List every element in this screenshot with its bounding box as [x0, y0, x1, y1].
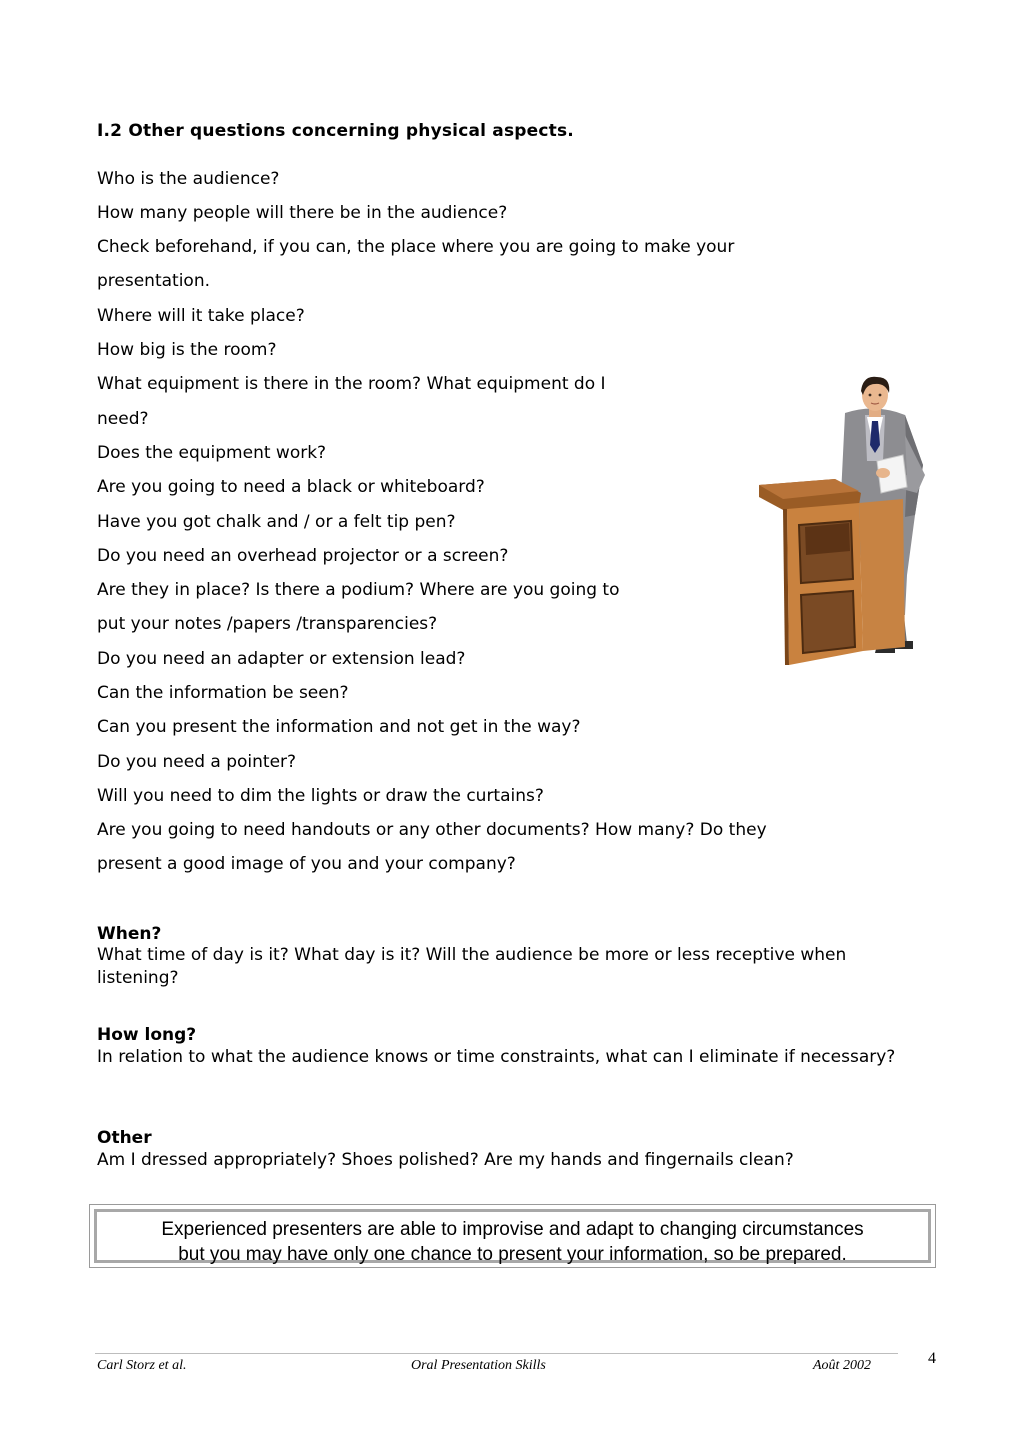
question-line: present a good image of you and your company?: [97, 854, 516, 874]
when-heading: When?: [97, 924, 162, 944]
question-line: Are they in place? Is there a podium? Where are you going to: [97, 580, 620, 600]
question-line: Do you need an overhead projector or a screen?: [97, 546, 509, 566]
question-line: Who is the audience?: [97, 169, 280, 189]
question-line: Can the information be seen?: [97, 683, 349, 703]
question-line: need?: [97, 409, 149, 429]
question-line: Check beforehand, if you can, the place where you are going to make your: [97, 237, 735, 257]
question-line: Do you need an adapter or extension lead?: [97, 649, 466, 669]
question-line: put your notes /papers /transparencies?: [97, 614, 438, 634]
question-line: How many people will there be in the audience?: [97, 203, 508, 223]
how-long-text: In relation to what the audience knows or time constraints, what can I eliminate if necessary?: [97, 1047, 896, 1067]
other-text: Am I dressed appropriately? Shoes polished? Are my hands and fingernails clean?: [97, 1150, 794, 1170]
question-line: Do you need a pointer?: [97, 752, 297, 772]
speaker-at-podium-icon: [755, 375, 935, 670]
footer-date: Août 2002: [813, 1358, 871, 1373]
other-heading: Other: [97, 1128, 152, 1148]
question-line: How big is the room?: [97, 340, 277, 360]
question-line: Are you going to need handouts or any other documents? How many? Do they: [97, 820, 767, 840]
question-line: Does the equipment work?: [97, 443, 327, 463]
how-long-heading: How long?: [97, 1025, 197, 1045]
question-line: Can you present the information and not get in the way?: [97, 717, 581, 737]
callout-line-2: but you may have only one chance to present your information, so be prepared.: [178, 1244, 847, 1265]
footer-title: Oral Presentation Skills: [411, 1358, 546, 1373]
callout-box: [89, 1204, 936, 1268]
question-line: Are you going to need a black or whiteboard?: [97, 477, 485, 497]
question-line: Where will it take place?: [97, 306, 305, 326]
footer-author: Carl Storz et al.: [97, 1358, 187, 1373]
question-line: Will you need to dim the lights or draw the curtains?: [97, 786, 544, 806]
question-line: What equipment is there in the room? What equipment do I: [97, 374, 606, 394]
section-title: I.2 Other questions concerning physical aspects.: [97, 121, 574, 141]
callout-inner-frame: [94, 1209, 931, 1263]
question-line: Have you got chalk and / or a felt tip pen?: [97, 512, 456, 532]
when-text: What time of day is it? What day is it? Will the audience be more or less receptive when listening?: [97, 945, 847, 988]
callout-line-1: Experienced presenters are able to improvise and adapt to changing circumstances: [161, 1219, 864, 1240]
page-number: 4: [928, 1350, 936, 1367]
question-line: presentation.: [97, 271, 211, 291]
footer-divider: [95, 1353, 898, 1354]
